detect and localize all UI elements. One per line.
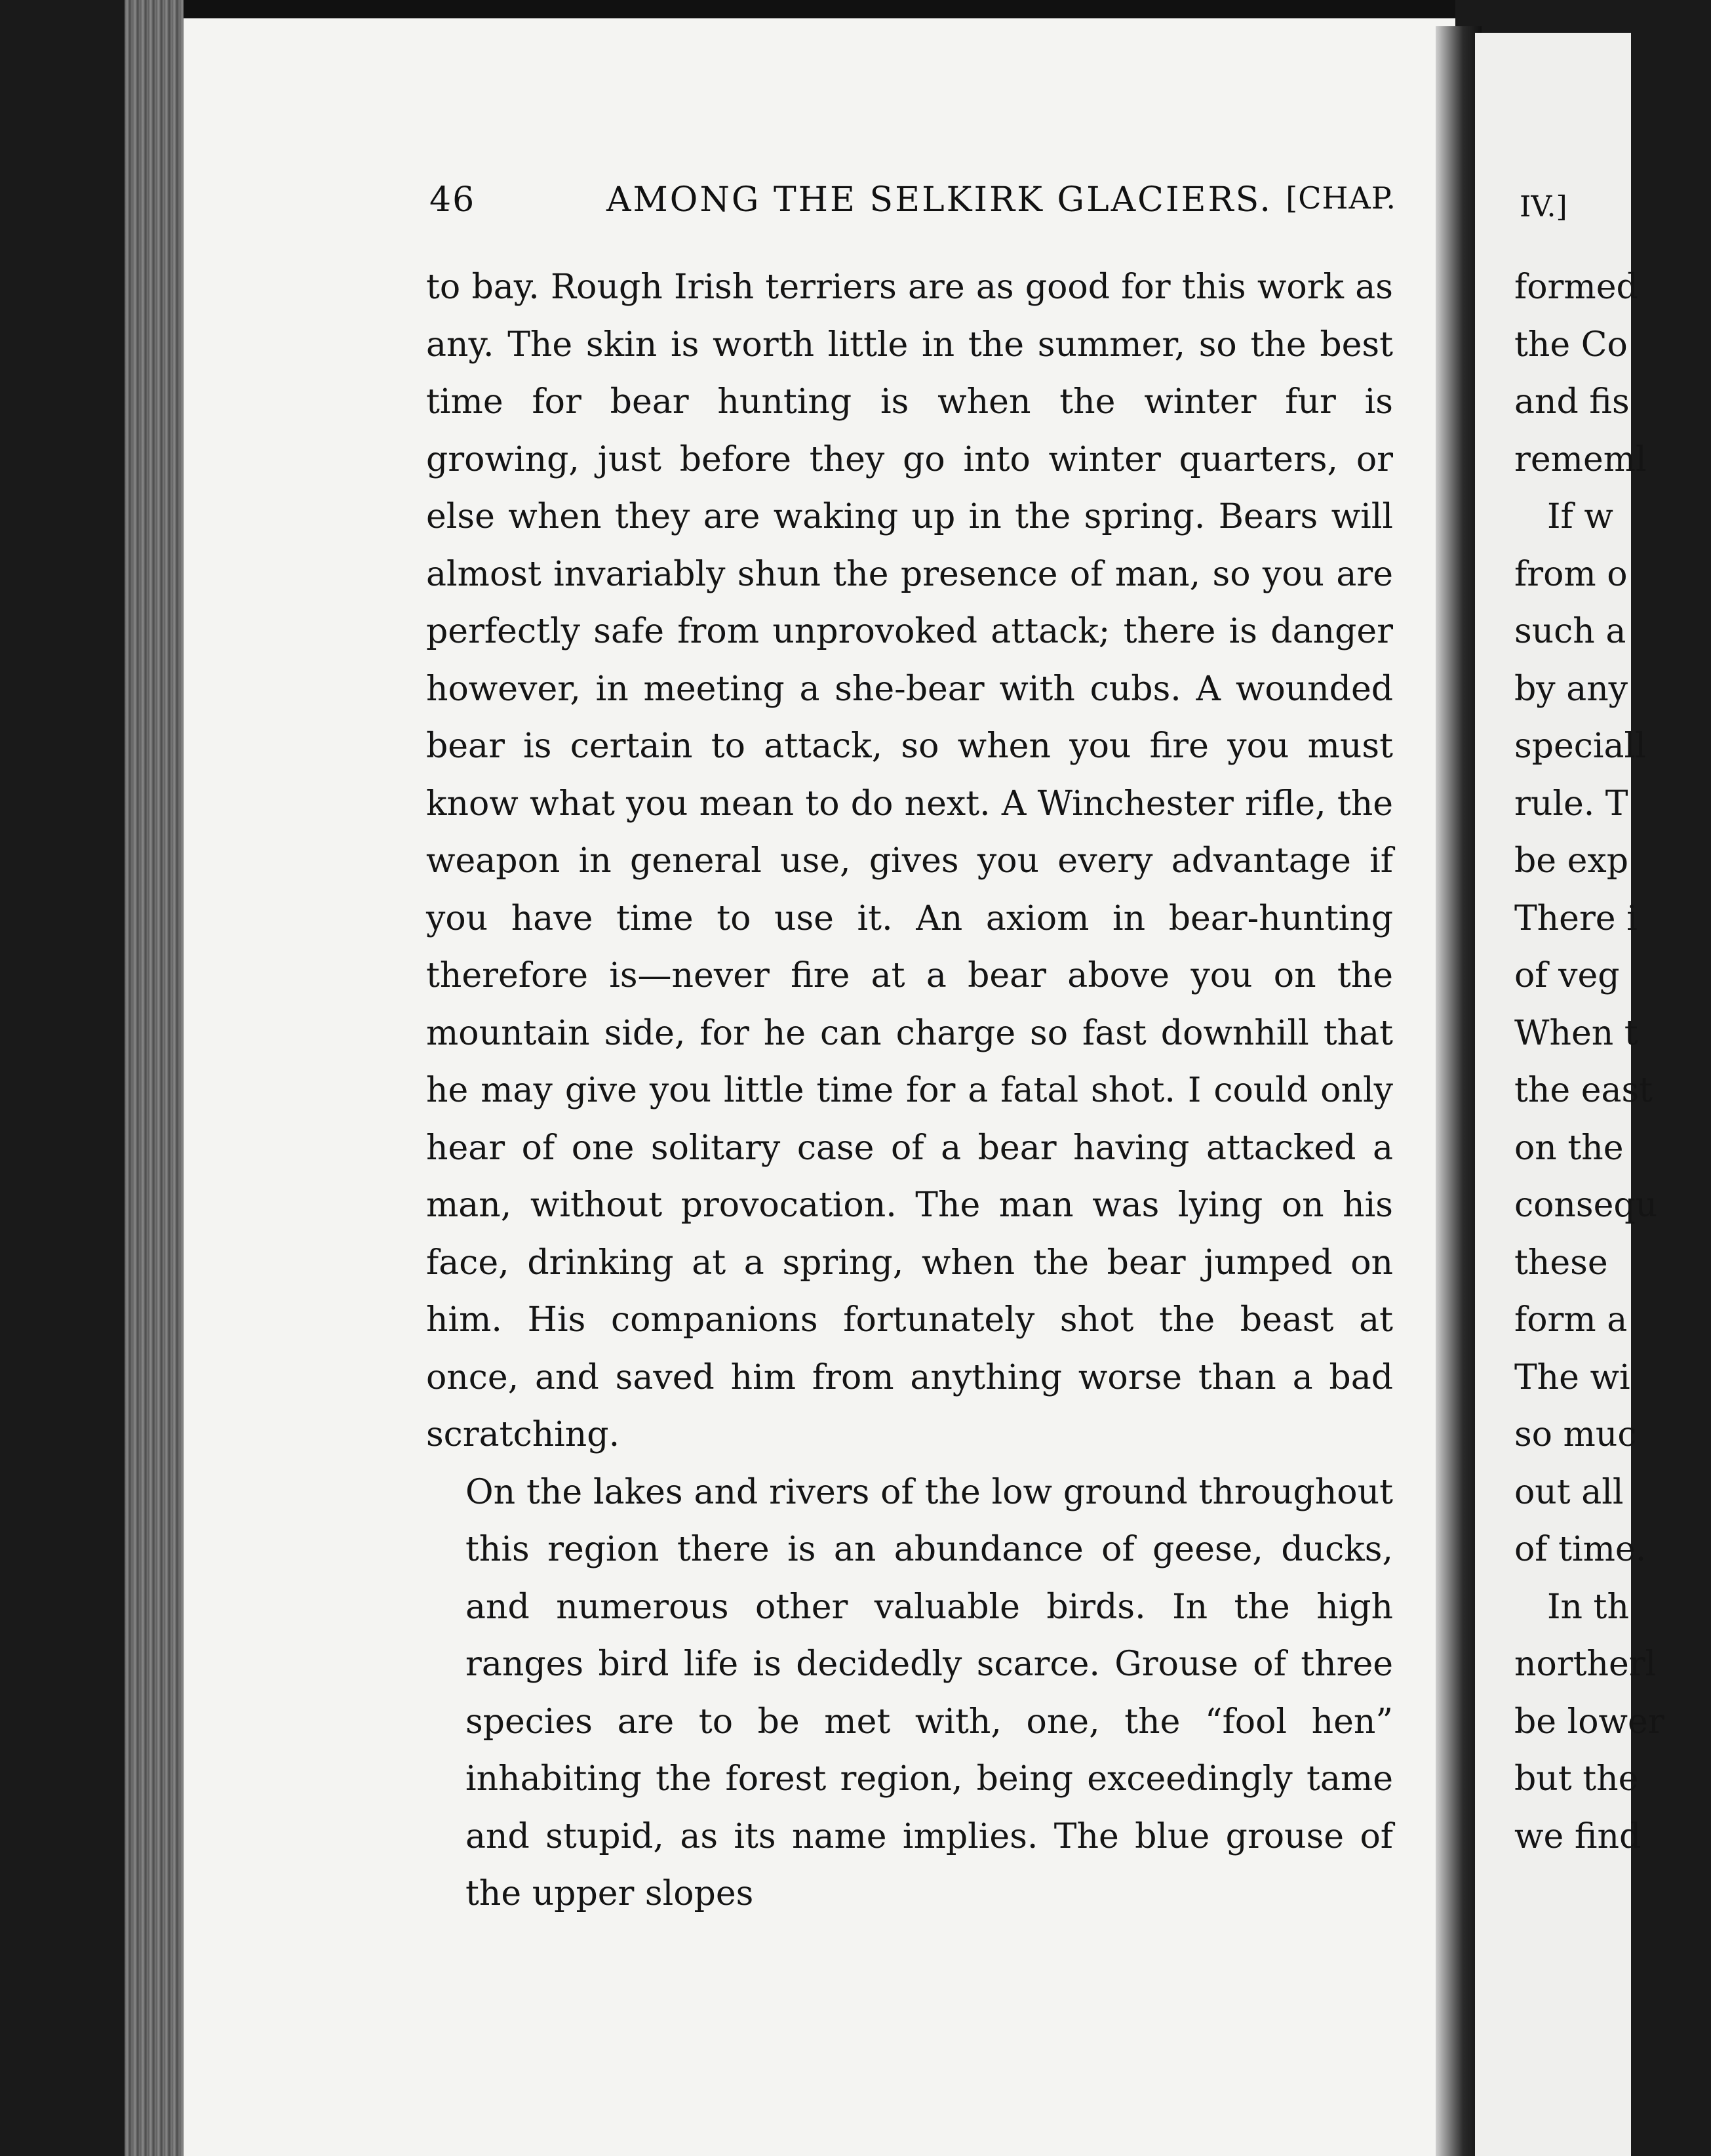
right-page-line: When t	[1514, 1013, 1638, 1053]
right-page-line: rule. T	[1514, 784, 1628, 824]
right-page-line: In th	[1547, 1587, 1629, 1627]
right-page-line: consequ	[1514, 1186, 1658, 1225]
right-page-line: we find	[1514, 1816, 1642, 1856]
right-page-line: There i	[1514, 898, 1638, 938]
page-number: 46	[429, 180, 476, 220]
right-page-line: formed	[1514, 268, 1638, 307]
right-page-line: the east	[1514, 1071, 1653, 1110]
right-page-line: form a	[1514, 1300, 1628, 1340]
running-header	[429, 180, 1396, 226]
right-page-line: by any	[1514, 669, 1628, 709]
book-page-edges	[125, 0, 190, 2156]
right-page-line: these	[1514, 1243, 1608, 1283]
right-page-line: be lower	[1514, 1702, 1664, 1742]
paragraph: to bay. Rough Irish terriers are as good for this work as any. The skin is worth little in the summer, so the best time for bear hunting is when the winter fur is growing, just before they go into winter quarters, or else when they are waking up in the spring. Bears will almost invariably shun the presence of man, so you are perfectly safe from unprovoked attack; there is danger however, in meeting a she-bear with cubs. A wounded bear is certain to attack, so when you fire you must know what you mean to do next. A Winchester rifle, the weapon in general use, gives you every advantage if you have time to use it. An axiom in bear-hunting therefore is—never fire at a bear above you on the mountain side, for he can charge so fast downhill that he may give you little time for a fatal shot. I could only hear of one solitary case of a bear having attacked a man, without provocation. The man was lying on his face, drinking at a spring, when the bear jumped on him. His companions fortunately shot the beast at once, and saved him from anything worse than a bad scratching.	[426, 268, 1393, 1454]
right-page-line: of time.	[1514, 1530, 1647, 1569]
body-text	[426, 259, 1393, 1923]
right-page-line: on the	[1514, 1128, 1624, 1168]
right-page-line: and fis	[1514, 382, 1630, 422]
right-page-text	[1514, 259, 1711, 1866]
right-page-line: the Co	[1514, 325, 1628, 365]
right-page-line: northerl	[1514, 1645, 1657, 1684]
right-page-line: If w	[1547, 497, 1613, 536]
right-page-line: so muc	[1514, 1415, 1637, 1454]
right-page-line: such a	[1514, 612, 1626, 651]
right-page-line: from o	[1514, 554, 1628, 594]
right-page-line: of veg	[1514, 956, 1620, 995]
running-title: AMONG THE SELKIRK GLACIERS.	[606, 180, 1272, 220]
right-chapter-marker: IV.]	[1520, 190, 1567, 224]
right-page-line: speciall	[1514, 727, 1646, 766]
right-page-line: rememl	[1514, 439, 1647, 479]
right-page-line: be exp	[1514, 841, 1628, 881]
right-page-line: but the	[1514, 1759, 1639, 1799]
right-page-line: out all	[1514, 1472, 1624, 1512]
right-page-line: The wi	[1514, 1357, 1630, 1397]
paragraph: On the lakes and rivers of the low ground throughout this region there is an abundance of geese, ducks, and numerous other valuable birds. In the high ranges bird life is decidedly scarce. Grouse of three species are to be met with, one, the “fool hen” inhabiting the forest region, being exceedingly tame and stupid, as its name implies. The blue grouse of the upper slopes	[465, 1472, 1393, 1913]
chapter-marker: [CHAP.	[1286, 180, 1396, 216]
